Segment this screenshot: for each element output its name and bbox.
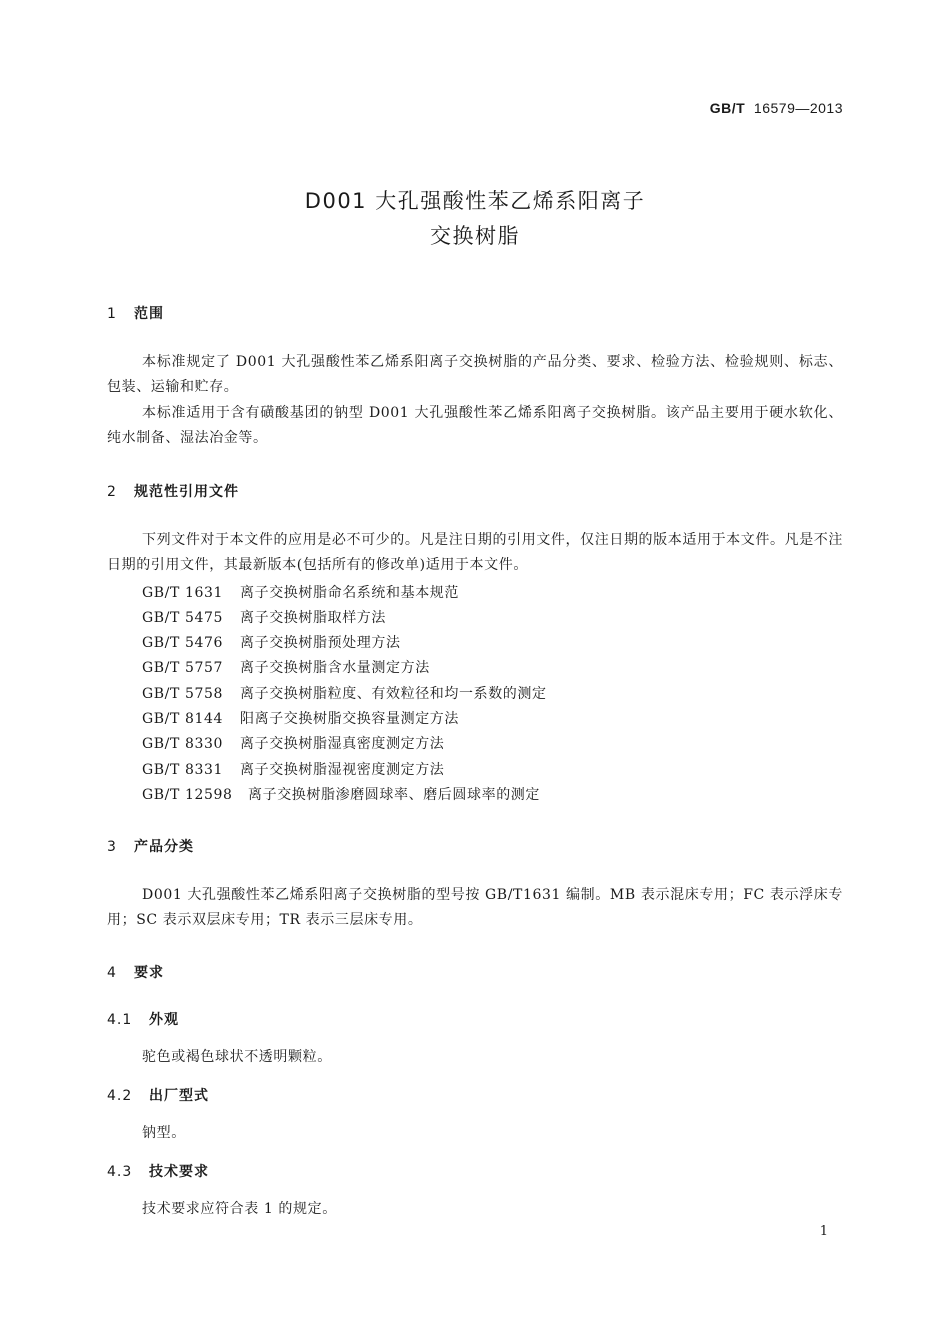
subsection-4-1-heading <box>107 1009 179 1029</box>
section-2-heading <box>107 481 239 501</box>
reference-code: GB/T 5475 <box>142 610 224 626</box>
subsection-number: 4.1 <box>107 1012 133 1028</box>
reference-item <box>142 759 444 779</box>
subsection-4-2-text: 钠型。 <box>142 1125 186 1141</box>
section-2-paragraph-1: 下列文件对于本文件的应用是必不可少的。凡是注日期的引用文件，仅注日期的版本适用于本文件。凡是不注日期的引用文件，其最新版本(包括所有的修改单)适用于本文件。 <box>107 532 843 573</box>
reference-item <box>142 657 430 677</box>
standard-prefix: GB/T <box>709 100 746 116</box>
section-title: 规范性引用文件 <box>134 484 239 500</box>
reference-code: GB/T 8330 <box>142 736 224 752</box>
section-3-heading <box>107 836 194 856</box>
section-number: 2 <box>107 484 117 500</box>
reference-code: GB/T 8144 <box>142 711 224 727</box>
section-number: 4 <box>107 965 117 981</box>
section-title: 产品分类 <box>134 839 194 855</box>
subsection-title: 外观 <box>149 1012 179 1028</box>
section-3-paragraph-1: D001 大孔强酸性苯乙烯系阳离子交换树脂的型号按 GB/T1631 编制。MB 表示混床专用；FC 表示浮床专用；SC 表示双层床专用；TR 表示三层床专用。 <box>107 887 843 928</box>
reference-title: 离子交换树脂预处理方法 <box>240 635 401 651</box>
standard-number: 16579—2013 <box>753 100 843 116</box>
reference-code: GB/T 1631 <box>142 585 224 601</box>
reference-title: 离子交换树脂粒度、有效粒径和均一系数的测定 <box>240 686 547 702</box>
reference-item <box>142 582 459 602</box>
document-title-line1: D001 大孔强酸性苯乙烯系阳离子 <box>304 189 646 213</box>
reference-title: 离子交换树脂含水量测定方法 <box>240 660 430 676</box>
reference-item <box>142 733 444 753</box>
reference-item <box>142 607 386 627</box>
reference-code: GB/T 12598 <box>142 787 233 803</box>
section-title: 范围 <box>134 306 164 322</box>
reference-title: 离子交换树脂湿真密度测定方法 <box>240 736 445 752</box>
section-number: 1 <box>107 306 117 322</box>
subsection-title: 技术要求 <box>149 1164 209 1180</box>
reference-item <box>142 632 401 652</box>
reference-title: 离子交换树脂命名系统和基本规范 <box>240 585 459 601</box>
section-1-paragraph-2: 本标准适用于含有磺酸基团的钠型 D001 大孔强酸性苯乙烯系阳离子交换树脂。该产品主要用于硬水软化、纯水制备、湿法冶金等。 <box>107 405 843 446</box>
section-1-heading <box>107 303 164 323</box>
subsection-4-1-text: 驼色或褐色球状不透明颗粒。 <box>142 1049 332 1065</box>
reference-title: 阳离子交换树脂交换容量测定方法 <box>240 711 459 727</box>
page-number: 1 <box>819 1224 828 1239</box>
document-title-line2: 交换树脂 <box>430 224 520 248</box>
standard-code <box>710 100 843 116</box>
reference-item <box>142 683 547 703</box>
section-4-heading <box>107 962 164 982</box>
reference-item <box>142 708 459 728</box>
section-1-paragraph-1: 本标准规定了 D001 大孔强酸性苯乙烯系阳离子交换树脂的产品分类、要求、检验方法、检验规则、标志、包装、运输和贮存。 <box>107 354 843 395</box>
subsection-number: 4.2 <box>107 1088 133 1104</box>
reference-code: GB/T 5758 <box>142 686 224 702</box>
reference-title: 离子交换树脂渗磨圆球率、磨后圆球率的测定 <box>248 787 540 803</box>
subsection-4-3-text: 技术要求应符合表 1 的规定。 <box>142 1201 337 1217</box>
reference-code: GB/T 5476 <box>142 635 224 651</box>
subsection-number: 4.3 <box>107 1164 133 1180</box>
reference-code: GB/T 8331 <box>142 762 224 778</box>
section-number: 3 <box>107 839 117 855</box>
reference-title: 离子交换树脂取样方法 <box>240 610 386 626</box>
reference-item <box>142 784 540 804</box>
section-title: 要求 <box>134 965 164 981</box>
subsection-4-2-heading <box>107 1085 209 1105</box>
subsection-4-3-heading <box>107 1161 209 1181</box>
subsection-title: 出厂型式 <box>149 1088 209 1104</box>
reference-title: 离子交换树脂湿视密度测定方法 <box>240 762 445 778</box>
reference-code: GB/T 5757 <box>142 660 224 676</box>
